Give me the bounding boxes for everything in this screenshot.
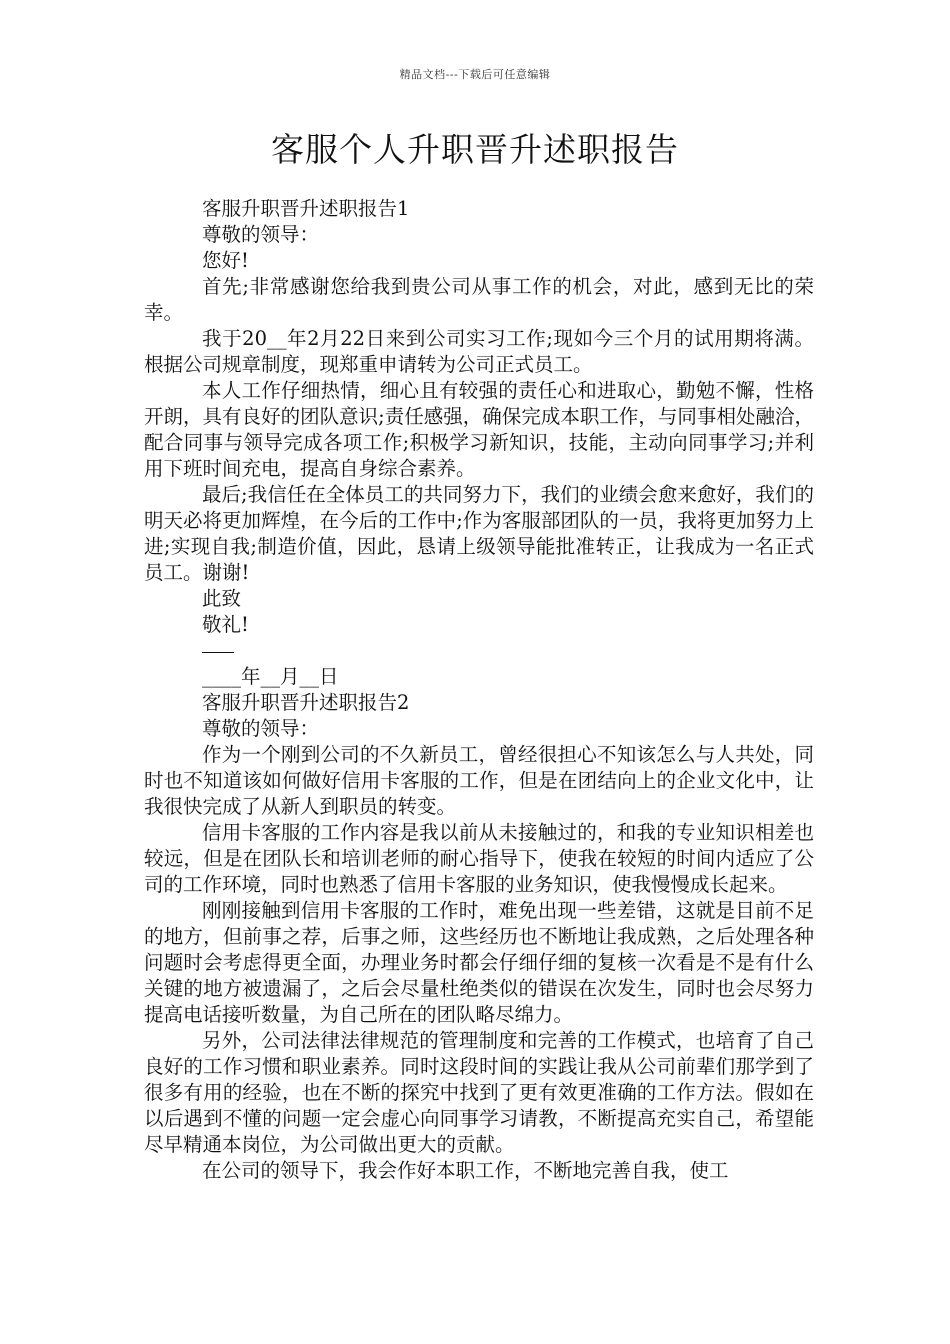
report1-date-line: ____年__月__日 — [202, 665, 339, 688]
report1-paragraph-3: 本人工作仔细热情，细心且有较强的责任心和进取心，勤勉不懈，性格开朗，具有良好的团队意识;责任感强，确保完成本职工作，与同事相处融洽，配合同事与领导完成各项工作;积极学习新知识，技能，主动向同事学习;并利用下班时间充电，提高自身综合素养。 — [144, 379, 814, 480]
report1-paragraph-4: 最后;我信任在全体员工的共同努力下，我们的业绩会愈来愈好，我们的明天必将更加辉煌，在今后的工作中;作为客服部团队的一员，我将更加努力上进;实现自我;制造价值，因此，恳请上级领导能批准转正，让我成为一名正式员工。谢谢! — [144, 483, 814, 584]
report1-closing-1: 此致 — [202, 587, 242, 610]
report2-paragraph-5: 在公司的领导下，我会作好本职工作，不断地完善自我，使工 — [202, 1159, 729, 1182]
document-body — [144, 196, 814, 1184]
report1-paragraph-2: 我于20__年2月22日来到公司实习工作;现如今三个月的试用期将满。根据公司规章制度，现郑重申请转为公司正式员工。 — [144, 327, 814, 376]
document-title: 客服个人升职晋升述职报告 — [271, 130, 679, 169]
report2-paragraph-2: 信用卡客服的工作内容是我以前从未接触过的，和我的专业知识相差也较远，但是在团队长和培训老师的耐心指导下，使我在较短的时间内适应了公司的工作环境，同时也熟悉了信用卡客服的业务知识，使我慢慢成长起来。 — [144, 821, 814, 896]
signature-blank-line — [144, 638, 814, 664]
report2-paragraph-3: 刚刚接触到信用卡客服的工作时，难免出现一些差错，这就是目前不足的地方，但前事之荐，后事之师，这些经历也不断地让我成熟，之后处理各种问题时会考虑得更全面，办理业务时都会仔细仔细的复核一次看是不是有什么关键的地方被遗漏了，之后会尽量杜绝类似的错误在次发生，同时也会尽努力提高电话接听数量，为自己所在的团队略尽绵力。 — [144, 899, 814, 1026]
report1-greeting: 您好! — [202, 249, 249, 272]
report2-paragraph-1: 作为一个刚到公司的不久新员工，曾经很担心不知该怎么与人共处，同时也不知道该如何做好信用卡客服的工作，但是在团结向上的企业文化中，让我很快完成了从新人到职员的转变。 — [144, 743, 814, 818]
report2-heading: 客服升职晋升述职报告2 — [202, 691, 410, 714]
report1-closing-2: 敬礼! — [202, 613, 249, 636]
report1-heading: 客服升职晋升述职报告1 — [202, 197, 410, 220]
report1-paragraph-1: 首先;非常感谢您给我到贵公司从事工作的机会，对此，感到无比的荣幸。 — [144, 275, 814, 324]
report2-salutation: 尊敬的领导： — [202, 717, 320, 740]
report2-paragraph-4: 另外，公司法律法律规范的管理制度和完善的工作模式，也培育了自己良好的工作习惯和职业素养。同时这段时间的实践让我从公司前辈们那学到了很多有用的经验，也在不断的探究中找到了更有效更准确的工作方法。假如在以后遇到不懂的问题一定会虚心向同事学习请教，不断提高充实自己，希望能尽早精通本岗位，为公司做出更大的贡献。 — [144, 1029, 814, 1156]
report1-salutation: 尊敬的领导： — [202, 223, 320, 246]
header-note: 精品文档---下载后可任意编辑 — [399, 68, 551, 81]
